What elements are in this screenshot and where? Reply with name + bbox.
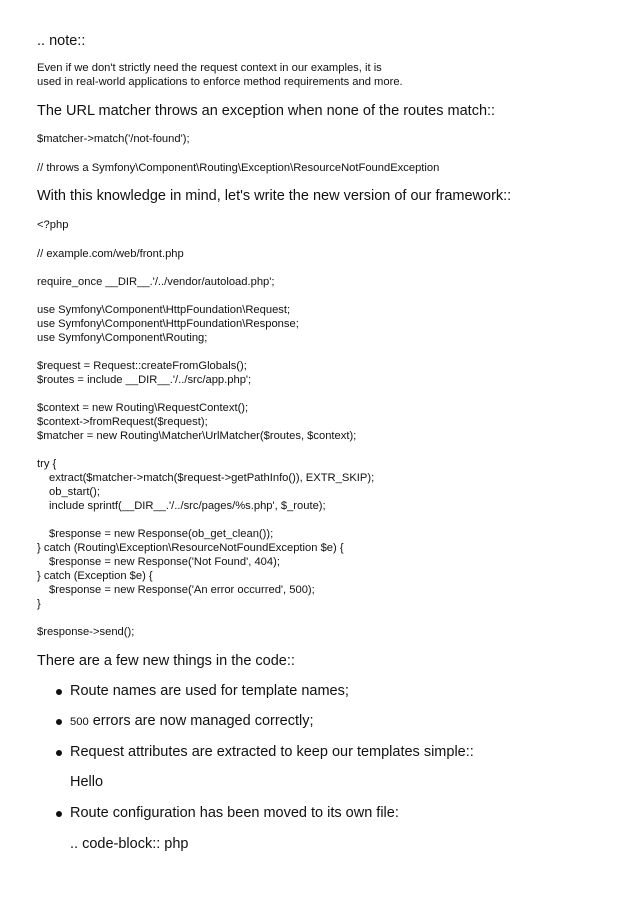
code-line: use Symfony\Component\Routing; bbox=[37, 332, 208, 344]
code-line: $request = Request::createFromGlobals(); bbox=[37, 360, 247, 372]
code-line: $response->send(); bbox=[37, 626, 135, 638]
code-line: use Symfony\Component\HttpFoundation\Response; bbox=[37, 318, 299, 330]
code-line: use Symfony\Component\HttpFoundation\Request; bbox=[37, 304, 291, 316]
code-line: extract($matcher->match($request->getPathInfo()), EXTR_SKIP); bbox=[49, 472, 375, 484]
bullet-icon bbox=[56, 689, 62, 695]
code-line: // example.com/web/front.php bbox=[37, 248, 184, 260]
code-line: } catch (Exception $e) { bbox=[37, 570, 153, 582]
bullet-icon bbox=[56, 719, 62, 725]
code-line: require_once __DIR__.'/../vendor/autoload.php'; bbox=[37, 276, 275, 288]
code-line: } catch (Routing\Exception\ResourceNotFoundException $e) { bbox=[37, 542, 344, 554]
code-line: } bbox=[37, 598, 41, 610]
note-heading: .. note:: bbox=[37, 33, 86, 49]
list-item: Request attributes are extracted to keep our templates simple:: bbox=[70, 743, 474, 761]
note-line: used in real-world applications to enforce method requirements and more. bbox=[37, 76, 403, 88]
code-line: <?php bbox=[37, 219, 69, 231]
list-item: Route names are used for template names; bbox=[70, 682, 349, 700]
code-line: $matcher->match('/not-found'); bbox=[37, 133, 190, 145]
section-heading: The URL matcher throws an exception when none of the routes match:: bbox=[37, 103, 496, 119]
bullet-icon bbox=[56, 811, 62, 817]
code-line: // throws a Symfony\Component\Routing\Exception\ResourceNotFoundException bbox=[37, 162, 440, 174]
code-line: $response = new Response('Not Found', 404); bbox=[49, 556, 280, 568]
code-line: include sprintf(__DIR__.'/../src/pages/%s.php', $_route); bbox=[49, 500, 326, 512]
section-heading: With this knowledge in mind, let's write the new version of our framework:: bbox=[37, 188, 512, 204]
hello-text: Hello bbox=[70, 774, 104, 790]
code-line: $context->fromRequest($request); bbox=[37, 416, 208, 428]
bullet-icon bbox=[56, 750, 62, 756]
list-item: 500 errors are now managed correctly; bbox=[70, 712, 314, 731]
inline-code: 500 bbox=[70, 716, 89, 728]
code-line: try { bbox=[37, 458, 57, 470]
code-line: $response = new Response('An error occurred', 500); bbox=[49, 584, 315, 596]
list-item: Route configuration has been moved to its own file: bbox=[70, 804, 399, 822]
code-block-directive: .. code-block:: php bbox=[70, 836, 189, 852]
note-line: Even if we don't strictly need the request context in our examples, it is bbox=[37, 62, 382, 74]
code-line: $matcher = new Routing\Matcher\UrlMatcher($routes, $context); bbox=[37, 430, 357, 442]
code-line: $response = new Response(ob_get_clean()); bbox=[49, 528, 274, 540]
code-line: $context = new Routing\RequestContext(); bbox=[37, 402, 249, 414]
code-line: ob_start(); bbox=[49, 486, 100, 498]
section-heading: There are a few new things in the code:: bbox=[37, 653, 295, 669]
code-line: $routes = include __DIR__.'/../src/app.php'; bbox=[37, 374, 252, 386]
